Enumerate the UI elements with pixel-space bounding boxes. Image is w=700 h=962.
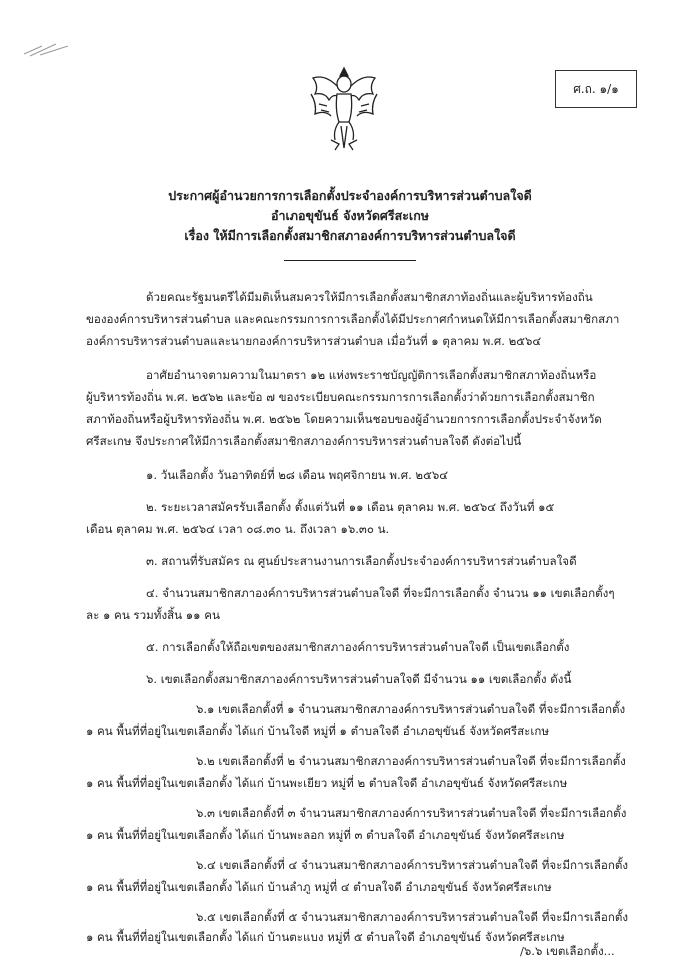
item-4-line-2: ละ ๑ คน รวมทั้งสิ้น ๑๑ คน	[86, 608, 220, 622]
pen-mark-icon	[22, 40, 72, 60]
paragraph-2-line-2: ผู้บริหารท้องถิ่น พ.ศ. ๒๕๖๒ และข้อ ๗ ของระเบียบคณะกรรมการการเลือกตั้งว่าด้วยการเลือกตั้งสมาชิก	[86, 390, 595, 404]
item-2-line-2: เดือน ตุลาคม พ.ศ. ๒๕๖๔ เวลา ๐๘.๓๐ น. ถึงเวลา ๑๖.๓๐ น.	[86, 522, 390, 536]
header-line-1: ประกาศผู้อำนวยการการเลือกตั้งประจำองค์การบริหารส่วนตำบลใจดี	[168, 188, 532, 203]
item-6-5-line-2: ๑ คน พื้นที่ที่อยู่ในเขตเลือกตั้ง ได้แก่ บ้านตะแบง หมู่ที่ ๕ ตำบลใจดี อำเภอขุขันธ์ จังหวัดศรีสะเกษ	[86, 930, 565, 944]
garuda-emblem-icon	[305, 64, 383, 154]
header-divider	[284, 260, 416, 261]
form-code-box	[555, 70, 637, 108]
item-6-1-line-1: ๖.๑ เขตเลือกตั้งที่ ๑ จำนวนสมาชิกสภาองค์การบริหารส่วนตำบลใจดี ที่จะมีการเลือกตั้ง	[196, 702, 626, 716]
item-6-3-line-1: ๖.๓ เขตเลือกตั้งที่ ๓ จำนวนสมาชิกสภาองค์การบริหารส่วนตำบลใจดี ที่จะมีการเลือกตั้ง	[196, 806, 627, 820]
item-6-4-line-1: ๖.๔ เขตเลือกตั้งที่ ๔ จำนวนสมาชิกสภาองค์การบริหารส่วนตำบลใจดี ที่จะมีการเลือกตั้ง	[196, 858, 629, 872]
item-4-line-1: ๔. จำนวนสมาชิกสภาองค์การบริหารส่วนตำบลใจดี ที่จะมีการเลือกตั้ง จำนวน ๑๑ เขตเลือกตั้งๆ	[146, 586, 615, 600]
item-6-2-line-2: ๑ คน พื้นที่ที่อยู่ในเขตเลือกตั้ง ได้แก่ บ้านพะเยียว หมู่ที่ ๒ ตำบลใจดี อำเภอขุขันธ์ จังหวัดศรีสะเกษ	[86, 776, 568, 790]
item-5: ๕. การเลือกตั้งให้ถือเขตของสมาชิกสภาองค์การบริหารส่วนตำบลใจดี เป็นเขตเลือกตั้ง	[146, 640, 570, 654]
paragraph-1-line-2: ขององค์การบริหารส่วนตำบล และคณะกรรมการการเลือกตั้งได้มีประกาศกำหนดให้มีการเลือกตั้งสมาชิกสภา	[86, 312, 620, 326]
paragraph-2-line-4: ศรีสะเกษ จึงประกาศให้มีการเลือกตั้งสมาชิกสภาองค์การบริหารส่วนตำบลใจดี ดังต่อไปนี้	[86, 434, 522, 448]
continuation-text: /๖.๖ เขตเลือกตั้ง...	[520, 944, 615, 958]
header-line-3: เรื่อง ให้มีการเลือกตั้งสมาชิกสภาองค์การบริหารส่วนตำบลใจดี	[184, 228, 516, 243]
item-6-2-line-1: ๖.๒ เขตเลือกตั้งที่ ๒ จำนวนสมาชิกสภาองค์การบริหารส่วนตำบลใจดี ที่จะมีการเลือกตั้ง	[196, 754, 626, 768]
paragraph-2-line-3: สภาท้องถิ่นหรือผู้บริหารท้องถิ่น พ.ศ. ๒๕๖๒ โดยความเห็นชอบของผู้อำนวยการการเลือกตั้งประจำจังหวัด	[86, 412, 602, 426]
item-6-5-line-1: ๖.๕ เขตเลือกตั้งที่ ๕ จำนวนสมาชิกสภาองค์การบริหารส่วนตำบลใจดี ที่จะมีการเลือกตั้ง	[196, 910, 629, 924]
item-6-4-line-2: ๑ คน พื้นที่ที่อยู่ในเขตเลือกตั้ง ได้แก่ บ้านลำภู หมู่ที่ ๔ ตำบลใจดี อำเภอขุขันธ์ จังหวัดศรีสะเกษ	[86, 880, 552, 894]
paragraph-1-line-3: องค์การบริหารส่วนตำบลและนายกองค์การบริหารส่วนตำบล เมื่อวันที่ ๑ ตุลาคม พ.ศ. ๒๕๖๔	[86, 334, 542, 348]
item-1: ๑. วันเลือกตั้ง วันอาทิตย์ที่ ๒๘ เดือน พฤศจิกายน พ.ศ. ๒๕๖๔	[146, 468, 448, 482]
paragraph-2-line-1: อาศัยอำนาจตามความในมาตรา ๑๒ แห่งพระราชบัญญัติการเลือกตั้งสมาชิกสภาท้องถิ่นหรือ	[146, 368, 597, 382]
header-line-2: อำเภอขุขันธ์ จังหวัดศรีสะเกษ	[270, 208, 430, 223]
item-2-line-1: ๒. ระยะเวลาสมัครรับเลือกตั้ง ตั้งแต่วันที่ ๑๑ เดือน ตุลาคม พ.ศ. ๒๕๖๔ ถึงวันที่ ๑๕	[146, 500, 555, 514]
paragraph-1-line-1: ด้วยคณะรัฐมนตรีได้มีมติเห็นสมควรให้มีการเลือกตั้งสมาชิกสภาท้องถิ่นและผู้บริหารท้องถิ่น	[146, 290, 593, 304]
item-6-3-line-2: ๑ คน พื้นที่ที่อยู่ในเขตเลือกตั้ง ได้แก่ บ้านพะลอก หมู่ที่ ๓ ตำบลใจดี อำเภอขุขันธ์ จังหวัดศรีสะเกษ	[86, 828, 565, 842]
item-3: ๓. สถานที่รับสมัคร ณ ศูนย์ประสานงานการเลือกตั้งประจำองค์การบริหารส่วนตำบลใจดี	[146, 554, 577, 568]
item-6: ๖. เขตเลือกตั้งสมาชิกสภาองค์การบริหารส่วนตำบลใจดี มีจำนวน ๑๑ เขตเลือกตั้ง ดังนี้	[146, 672, 572, 686]
form-code: ศ.ถ. ๑/๑	[573, 81, 619, 96]
item-6-1-line-2: ๑ คน พื้นที่ที่อยู่ในเขตเลือกตั้ง ได้แก่ บ้านใจดี หมู่ที่ ๑ ตำบลใจดี อำเภอขุขันธ์ จังหวัดศรีสะเกษ	[86, 724, 550, 738]
